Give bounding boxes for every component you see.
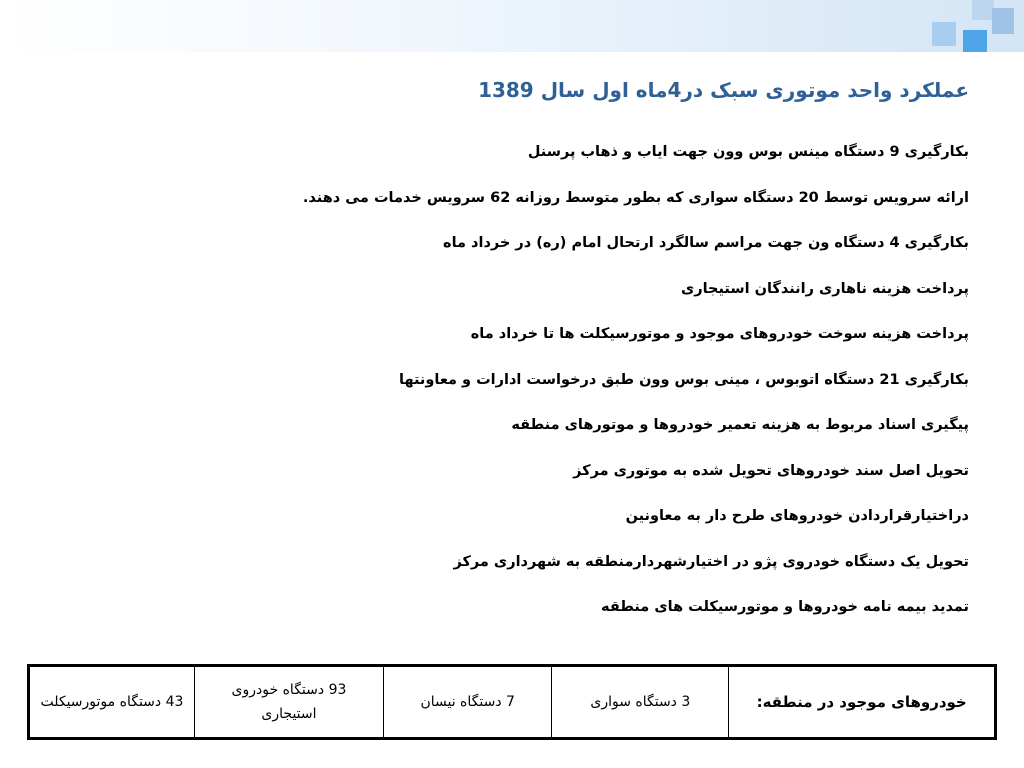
decorative-square	[972, 0, 994, 20]
table-cell: 7 دستگاه نیسان	[384, 666, 552, 739]
bullet-list	[209, 130, 969, 631]
table-cell: 43 دستگاه موتورسیکلت	[29, 666, 195, 739]
list-item: پیگیری اسناد مربوط به هزینه تعمیر خودروها و موتورهای منطقه	[511, 417, 969, 433]
header-gradient-band	[0, 0, 1024, 52]
list-item: بکارگیری 21 دستگاه اتوبوس ، مینی بوس وون طبق درخواست ادارات و معاونتها	[399, 371, 969, 388]
table-cell: 93 دستگاه خودروی استیجاری	[194, 666, 383, 739]
list-item: تحویل اصل سند خودروهای تحویل شده به موتوری مرکز	[573, 462, 969, 479]
decorative-square	[932, 22, 956, 46]
table-cell: 3 دستگاه سواری	[552, 666, 729, 739]
slide-title: عملکرد واحد موتوری سبک در4ماه اول سال 1389	[478, 78, 969, 102]
decorative-square	[992, 8, 1014, 34]
list-item: پرداخت هزینه سوخت خودروهای موجود و موتورسیکلت ها تا خرداد ماه	[470, 326, 969, 342]
list-item: ارائه سرویس توسط 20 دستگاه سواری که بطور متوسط روزانه 62 سرویس خدمات می دهند.	[302, 189, 969, 206]
list-item: بکارگیری 4 دستگاه ون جهت مراسم سالگرد ارتحال امام (ره) در خرداد ماه	[443, 235, 969, 251]
table-header-cell: خودروهای موجود در منطقه:	[729, 666, 996, 739]
vehicles-table	[27, 664, 997, 740]
list-item: دراختیارقراردادن خودروهای طرح دار به معاونین	[625, 508, 969, 524]
table-row	[29, 666, 996, 739]
list-item: پرداخت هزینه ناهاری رانندگان استیجاری	[680, 280, 969, 297]
decorative-square	[963, 30, 987, 52]
list-item: تمدید بیمه نامه خودروها و موتورسیکلت های منطقه	[601, 599, 969, 615]
list-item: بکارگیری 9 دستگاه مینس بوس وون جهت ایاب و ذهاب پرسنل	[527, 144, 969, 160]
list-item: تحویل یک دستگاه خودروی پژو در اختیارشهردارمنطقه به شهرداری مرکز	[453, 553, 969, 570]
